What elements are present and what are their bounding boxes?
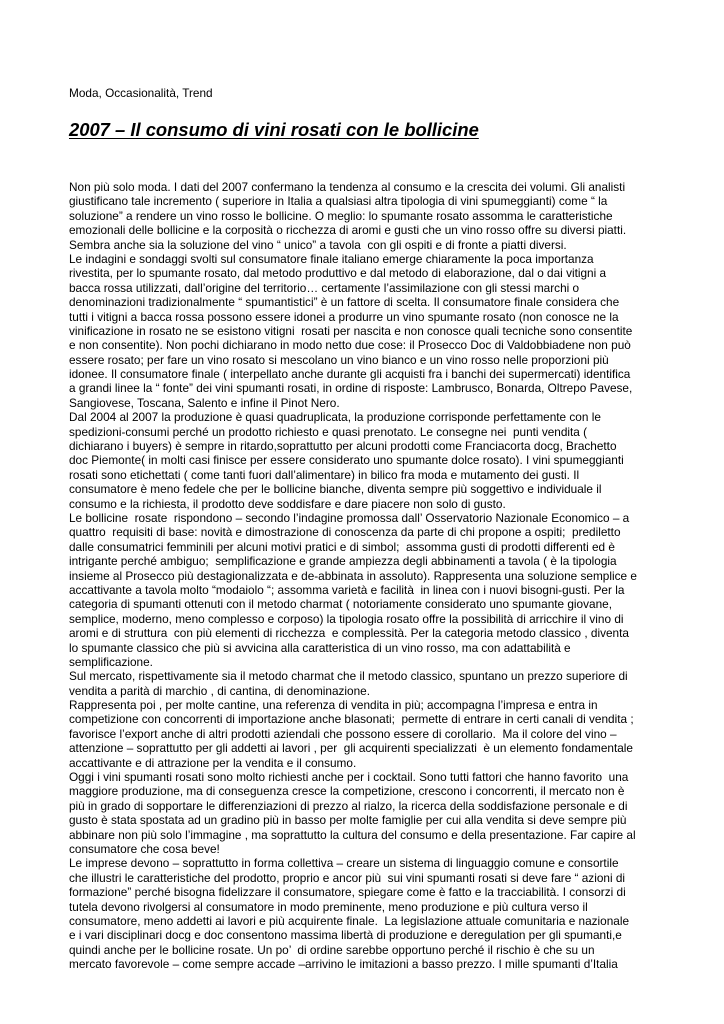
body-line: Le indagini e sondaggi svolti sul consumatore finale italiano emerge chiaramente la poca importanza (69, 251, 594, 266)
body-line: maggiore produzione, ma di conseguenza cresce la competizione, crescono i concorrenti, il mercato non è (69, 784, 625, 799)
body-line: insieme al Prosecco più destagionalizzata e de-abbinata in assoluto). Rappresenta una soluzione semplice e (69, 568, 637, 583)
body-line: accattivante a tavola molto “modaiolo “; assomma varietà e facilità in linea con i nuovi bisogni-gusti. Per la (69, 582, 625, 597)
body-line: spedizioni-consumi perché un prodotto richiesto e quasi prenotato. Le consegne nei punti vendita ( (69, 424, 588, 439)
body-line: Sul mercato, rispettivamente sia il metodo charmat che il metodo classico, spuntano un prezzo superiore di (69, 669, 628, 684)
body-line: tutela devono rivolgersi al consumatore in modo preminente, meno produzione e più cultura verso il (69, 899, 588, 914)
body-line: quattro requisiti di base: novità e dimostrazione di conoscenza da parte di chi propone a ospiti; prediletto (69, 525, 621, 540)
body-line: vendita a parità di marchio , di cantina, di denominazione. (69, 683, 370, 698)
body-line: Oggi i vini spumanti rosati sono molto richiesti anche per i cocktail. Sono tutti fattori che hanno favorito una (69, 770, 629, 785)
body-line: lo spumante classico che più si avvicina alla caratteristica di un vino rosso, ma con adattabilità e (69, 640, 571, 655)
body-line: tutti i vitigni a bacca rossa possono essere idonei a produrre un vino spumante rosato (non conosce ne la (69, 309, 619, 324)
body-line: Sembra anche sia la soluzione del vino “ unico” a tavola con gli ospiti e di fronte a piatti diversi. (69, 237, 567, 252)
body-line: categoria di spumanti ottenuti con il metodo charmat ( notoriamente considerato uno spumante giovane, (69, 597, 612, 612)
body-line: gusto è stata spostata ad un gradino più in basso per molte famiglie per cui alla vendita si deve sempre più (69, 813, 627, 828)
body-line: consumatore, meno addetti ai lavori e più acquirente finale. La legislazione attuale comunitaria e nazionale (69, 913, 630, 928)
body-line: Sangiovese, Toscana, Salento e infine il Pinot Nero. (69, 395, 340, 410)
body-line: che illustri le caratteristiche del prodotto, proprio e ancor più sui vini spumanti rosati si deve fare “ azioni di (69, 870, 626, 885)
body-line: competizione con concorrenti di importazione anche blasonati; permette di entrare in certi canali di vendita ; (69, 712, 634, 727)
body-line: più in grado di sopportare le differenziazioni di prezzo al rialzo, la ricerca della soddisfazione personale e di (69, 798, 628, 813)
body-line: consumo e la richiesta, il prodotto deve soddisfare e dare piacere non solo di gusto. (69, 496, 506, 511)
body-line: Dal 2004 al 2007 la produzione è quasi quadruplicata, la produzione corrisponde perfettamente con le (69, 410, 601, 425)
body-line: Non più solo moda. I dati del 2007 confermano la tendenza al consumo e la crescita dei volumi. Gli analisti (69, 180, 626, 194)
body-line: semplice, moderno, meno complesso e corposo) la tipologia rosato offre la possibilità di arricchire il vino di (69, 611, 624, 626)
body-line: mercato favorevole – come sempre accade –arrivino le imitazioni a basso prezzo. I mille spumanti d’Italia (69, 957, 618, 972)
body-line: a grandi linee la “ fonte” dei vini spumanti rosati, in ordine di risposte: Lambrusco, Bonarda, Oltrepo Pavese, (69, 381, 633, 396)
body-line: giustificano tale incremento ( superiore in Italia a qualsiasi altra tipologia di vini spumeggianti) come “ la (69, 194, 608, 209)
body-line: Le imprese devono – soprattutto in forma collettiva – creare un sistema di linguaggio comune e consortile (69, 856, 619, 871)
body-line: bacca rossa utilizzati, dall’origine del territorio… certamente l’assimilazione con gli stessi marchi o (69, 280, 580, 295)
body-line: semplificazione. (69, 654, 153, 669)
body-line: Rappresenta poi , per molte cantine, una referenza di vendita in più; accompagna l’impresa e entra in (69, 698, 598, 713)
body-line: aromi e di struttura con più elementi di ricchezza e complessità. Per la categoria metodo classico , diventa (69, 626, 629, 641)
body-line: intrigante perché ambiguo; semplificazione e grande ampiezza degli abbinamenti a tavola ( è la tipologia (69, 554, 617, 569)
body-line: dichiarano i buyers) è sempre in ritardo,soprattutto per alcuni prodotti come Franciacorta docg, Brachetto (69, 439, 617, 454)
body-line: idonee. Il consumatore finale ( interpellato anche durante gli acquisti fra i banchi dei supermercati) identifica (69, 367, 631, 382)
body-line: consumatore è meno fedele che per le bollicine bianche, diventa sempre più soggettivo e individuale il (69, 482, 602, 497)
body-line: favorisce l’export anche di altri prodotti aziendali che possono essere di corollario. Ma il colore del vino – (69, 726, 617, 741)
body-line: e i vari disciplinari docg e doc consentono massima libertà di produzione e deregulation per gli spumanti,e (69, 928, 622, 943)
body-line: vinificazione in rosato ne se esistono vitigni rosati per nascita e non conosce quali tecniche sono consentite (69, 323, 633, 338)
body-line: Le bollicine rosate rispondono – secondo l’indagine promossa dall’ Osservatorio Nazionale Economico – a (69, 510, 630, 525)
body-line: denominazioni tradizionalmente “ spumantistici” è un fattore di scelta. Il consumatore finale considera che (69, 295, 620, 310)
body-line: accattivante e di attrazione per la vendita e il consumo. (69, 755, 357, 770)
body-line: rivestita, per lo spumante rosato, dal metodo produttivo e dal metodo di elaborazione, dal o dai vitigni a (69, 266, 607, 281)
article-title: 2007 – Il consumo di vini rosati con le bollicine (69, 119, 479, 140)
body-line: attenzione – soprattutto per gli addetti ai lavori , per gli acquirenti specializzati è un elemento fondamentale (69, 741, 633, 756)
body-line: e non consentite). Non pochi dichiarano in modo netto due cose: il Prosecco Doc di Valdobbiadene non può (69, 338, 631, 353)
body-line: soluzione” a rendere un vino rosso le bollicine. O meglio: lo spumante rosato assomma le caratteristiche (69, 208, 613, 223)
body-line: doc Piemonte( in molti casi finisce per essere considerato uno spumante dolce rosato). I vini spumeggianti (69, 453, 624, 468)
body-line: dalle consumatrici femminili per alcuni motivi pratici e di simbol; assomma gusti di prodotti differenti ed è (69, 539, 615, 554)
body-line: quindi anche per le bollicine rosate. Un po’ di ordine sarebbe opportuno perché il rischio è che su un (69, 942, 595, 957)
body-line: emozionali delle bollicine e la corposità o ricchezza di aromi e gusti che un vino rosso offre su diversi piatti. (69, 223, 627, 238)
body-line: formazione” perché bisogna fidelizzare il consumatore, spiegare come è fatto e la tracciabilità. I consorzi di (69, 885, 626, 900)
body-line: essere rosato; per fare un vino rosato si mescolano un vino bianco e un vino rosso nelle proporzioni più (69, 352, 609, 367)
body-line: rosati sono etichettati ( come tanti fuori dall’alimentare) in bilico fra moda e mutamento dei gusti. Il (69, 467, 580, 482)
section-header: Moda, Occasionalità, Trend (69, 86, 213, 100)
article-body (69, 180, 669, 971)
body-line: consumatore che cosa beve! (69, 841, 220, 856)
body-line: abbinare non più solo l’immagine , ma soprattutto la cultura del consumo e della presentazione. Far capire al (69, 827, 636, 842)
